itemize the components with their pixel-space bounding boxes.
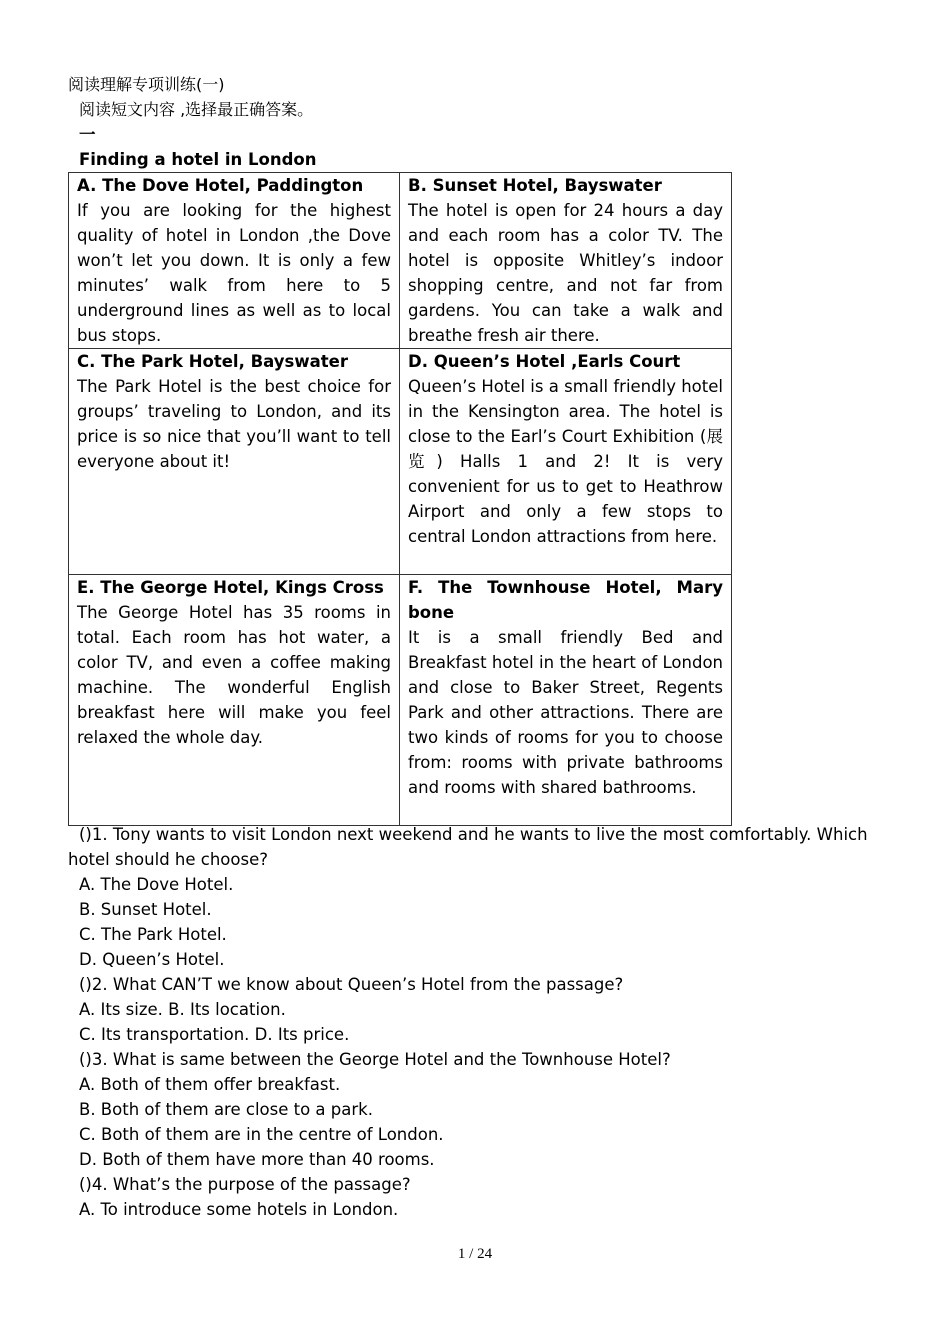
hotel-heading: F. The Townhouse Hotel, Mary bone <box>408 578 723 622</box>
hotel-table <box>68 172 732 826</box>
questions-section <box>68 822 898 1222</box>
question-1-option-d: D. Queen’s Hotel. <box>79 950 225 969</box>
question-1-option-b: B. Sunset Hotel. <box>79 900 212 919</box>
hotel-description: If you are looking for the highest quality of hotel in London ,the Dove won’t let you down. It is only a few minutes’ walk from here to 5 underground lines as well as to local bus stops. <box>77 201 391 345</box>
table-row <box>69 173 732 349</box>
hotel-cell-a <box>69 173 400 349</box>
question-3: ()3. What is same between the George Hotel and the Townhouse Hotel? <box>79 1050 671 1069</box>
question-4: ()4. What’s the purpose of the passage? <box>79 1175 411 1194</box>
table-row <box>69 575 732 826</box>
hotel-heading: C. The Park Hotel, Bayswater <box>77 352 348 371</box>
table-row <box>69 349 732 575</box>
question-2-options-cd: C. Its transportation. D. Its price. <box>79 1025 350 1044</box>
hotel-description: Queen’s Hotel is a small friendly hotel in the Kensington area. The hotel is close to the Earl’s Court Exhibition (展览) Halls 1 and 2! It is very convenient for us to get to Heathrow Airport and only a few stops to central London attractions from here. <box>408 377 723 546</box>
section-mark: 一 <box>79 125 96 144</box>
hotel-cell-b <box>400 173 732 349</box>
section-title: Finding a hotel in London <box>79 150 317 169</box>
question-3-option-d: D. Both of them have more than 40 rooms. <box>79 1150 435 1169</box>
question-1-option-c: C. The Park Hotel. <box>79 925 227 944</box>
hotel-description: It is a small friendly Bed and Breakfast hotel in the heart of London and close to Baker Street, Regents Park and other attractions. There are two kinds of rooms for you to choose from: rooms with private bathrooms and rooms with shared bathrooms. <box>408 628 723 797</box>
hotel-heading: A. The Dove Hotel, Paddington <box>77 176 364 195</box>
question-2-options-ab: A. Its size. B. Its location. <box>79 1000 286 1019</box>
hotel-description: The hotel is open for 24 hours a day and each room has a color TV. The hotel is opposite Whitley’s indoor shopping centre, and not far from gardens. You can take a walk and breathe fresh air there. <box>408 201 723 345</box>
question-3-option-c: C. Both of them are in the centre of London. <box>79 1125 444 1144</box>
question-1-continued: hotel should he choose? <box>68 850 268 869</box>
hotel-heading: B. Sunset Hotel, Bayswater <box>408 176 662 195</box>
hotel-heading: E. The George Hotel, Kings Cross <box>77 578 384 597</box>
hotel-cell-e <box>69 575 400 826</box>
page-title: 阅读理解专项训练(一) <box>68 75 225 94</box>
instruction-text: 阅读短文内容 ,选择最正确答案。 <box>79 100 314 119</box>
hotel-description: The Park Hotel is the best choice for groups’ traveling to London, and its price is so nice that you’ll want to tell everyone about it! <box>77 377 391 471</box>
question-1: ()1. Tony wants to visit London next weekend and he wants to live the most comfortably. Which <box>79 825 868 844</box>
question-3-option-a: A. Both of them offer breakfast. <box>79 1075 341 1094</box>
question-3-option-b: B. Both of them are close to a park. <box>79 1100 373 1119</box>
question-1-option-a: A. The Dove Hotel. <box>79 875 234 894</box>
hotel-description: The George Hotel has 35 rooms in total. Each room has hot water, a color TV, and even a coffee making machine. The wonderful English breakfast here will make you feel relaxed the whole day. <box>77 603 391 747</box>
hotel-heading: D. Queen’s Hotel ,Earls Court <box>408 352 681 371</box>
hotel-cell-d <box>400 349 732 575</box>
question-4-option-a: A. To introduce some hotels in London. <box>79 1200 399 1219</box>
hotel-cell-c <box>69 349 400 575</box>
question-2: ()2. What CAN’T we know about Queen’s Hotel from the passage? <box>79 975 624 994</box>
page-number: 1 / 24 <box>457 1246 493 1262</box>
hotel-cell-f <box>400 575 732 826</box>
